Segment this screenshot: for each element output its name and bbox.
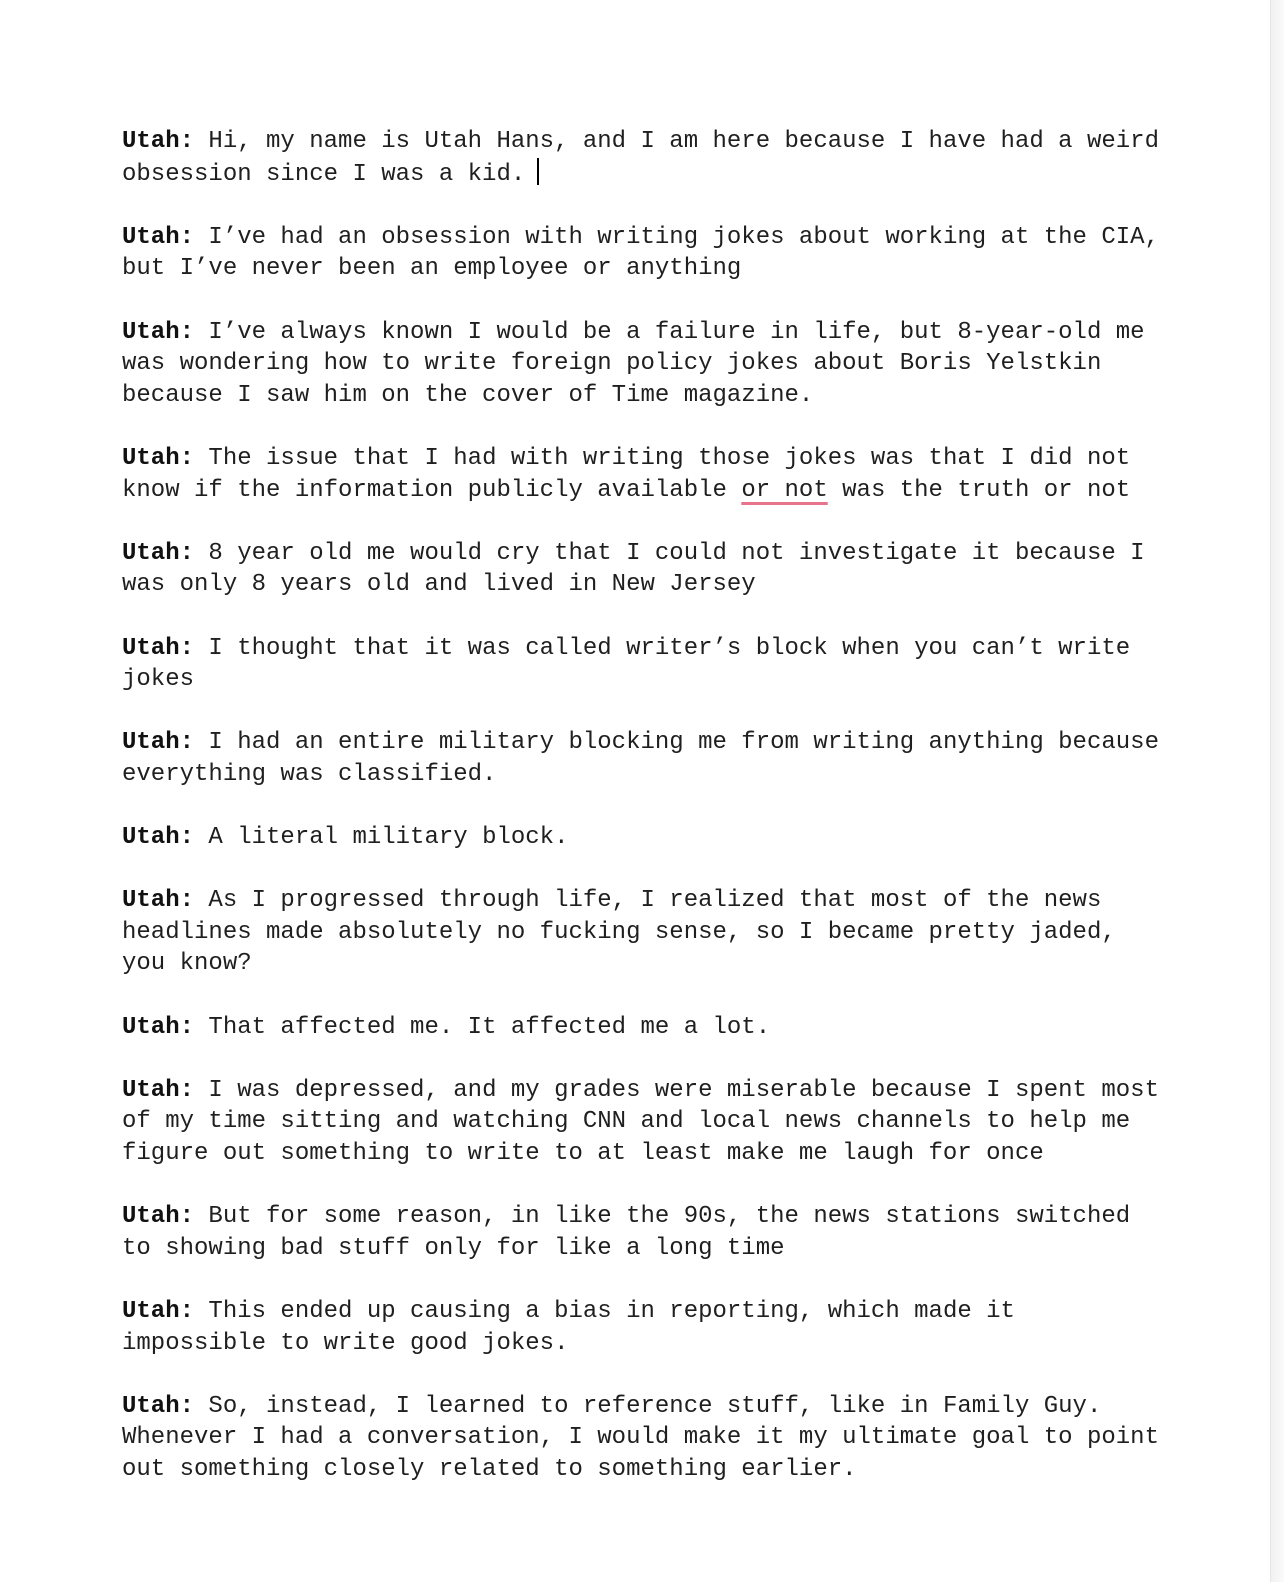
speaker-separator: : (179, 1392, 195, 1420)
speaker-name: Utah (122, 128, 180, 155)
dialogue-line[interactable] (122, 1012, 1162, 1044)
speaker-name: Utah (122, 1297, 180, 1325)
speaker-name: Utah (122, 1203, 180, 1231)
speaker-name: Utah (122, 1392, 180, 1420)
speaker-name: Utah (122, 1076, 180, 1104)
speaker-name: Utah (122, 444, 180, 472)
speaker-separator: : (179, 223, 195, 251)
speaker-name: Utah (122, 887, 180, 915)
speaker-separator: : (179, 824, 195, 852)
dialogue-text: was the truth or not (827, 476, 1131, 504)
dialogue-text: As I progressed through life, I realized that most of the news headlines made absolutely no fucking sense, so I became pretty jaded, you know? (122, 887, 1116, 978)
dialogue-line[interactable] (122, 1201, 1162, 1264)
dialogue-line[interactable] (122, 126, 1162, 190)
speaker-name: Utah (122, 729, 180, 757)
spellcheck-flagged-text[interactable]: or not (741, 476, 828, 504)
dialogue-line[interactable] (122, 1075, 1162, 1170)
dialogue-text: A literal military block. (194, 824, 569, 852)
dialogue-text: Hi, my name is Utah Hans, and I am here because I have had a weird obsession since I was a kid. (122, 128, 1159, 188)
speaker-name: Utah (122, 634, 180, 662)
speaker-separator: : (179, 634, 195, 662)
speaker-separator: : (179, 1203, 195, 1231)
speaker-name: Utah (122, 824, 180, 852)
dialogue-line[interactable] (122, 727, 1162, 790)
page-edge-shadow (1270, 0, 1284, 1582)
dialogue-text: I had an entire military blocking me from writing anything because everything was classified. (122, 729, 1159, 788)
speaker-separator: : (179, 444, 195, 472)
speaker-separator: : (179, 128, 195, 155)
dialogue-line[interactable] (122, 317, 1162, 412)
speaker-name: Utah (122, 539, 180, 567)
dialogue-line[interactable] (122, 822, 1162, 854)
speaker-separator: : (179, 1076, 195, 1104)
dialogue-text: I was depressed, and my grades were miserable because I spent most of my time sitting and watching CNN and local news channels to help me figure out something to write to at least make me laugh for once (122, 1076, 1159, 1167)
dialogue-line[interactable] (122, 538, 1162, 601)
dialogue-line[interactable] (122, 222, 1162, 285)
speaker-separator: : (179, 887, 195, 915)
document-body[interactable] (122, 126, 1162, 1517)
dialogue-text: I’ve had an obsession with writing jokes about working at the CIA, but I’ve never been an employee or anything (122, 223, 1159, 283)
dialogue-line[interactable] (122, 885, 1162, 980)
dialogue-text: I’ve always known I would be a failure in life, but 8-year-old me was wondering how to write foreign policy jokes about Boris Yelstkin because I saw him on the cover of Time magazine. (122, 318, 1145, 409)
speaker-separator: : (179, 729, 195, 757)
speaker-name: Utah (122, 318, 180, 346)
dialogue-line[interactable] (122, 1296, 1162, 1359)
speaker-separator: : (179, 539, 195, 567)
speaker-name: Utah (122, 1013, 180, 1041)
dialogue-text: The issue that I had with writing those jokes was that I did not know if the information publicly available (122, 444, 1131, 504)
dialogue-line[interactable] (122, 1391, 1162, 1486)
dialogue-line[interactable] (122, 633, 1162, 696)
speaker-separator: : (179, 1297, 195, 1325)
dialogue-text: 8 year old me would cry that I could not investigate it because I was only 8 years old and lived in New Jersey (122, 539, 1145, 599)
dialogue-text: I thought that it was called writer’s block when you can’t write jokes (122, 634, 1131, 694)
speaker-separator: : (179, 1013, 195, 1041)
dialogue-text: But for some reason, in like the 90s, the news stations switched to showing bad stuff only for like a long time (122, 1203, 1131, 1262)
dialogue-line[interactable] (122, 443, 1162, 506)
text-cursor (537, 158, 539, 185)
speaker-name: Utah (122, 223, 180, 251)
dialogue-text: That affected me. It affected me a lot. (194, 1013, 771, 1041)
dialogue-text: This ended up causing a bias in reporting, which made it impossible to write good jokes. (122, 1297, 1015, 1357)
dialogue-text: So, instead, I learned to reference stuff, like in Family Guy. Whenever I had a conversation, I would make it my ultimate goal to point out something closely related to something earlier. (122, 1392, 1159, 1483)
speaker-separator: : (179, 318, 195, 346)
